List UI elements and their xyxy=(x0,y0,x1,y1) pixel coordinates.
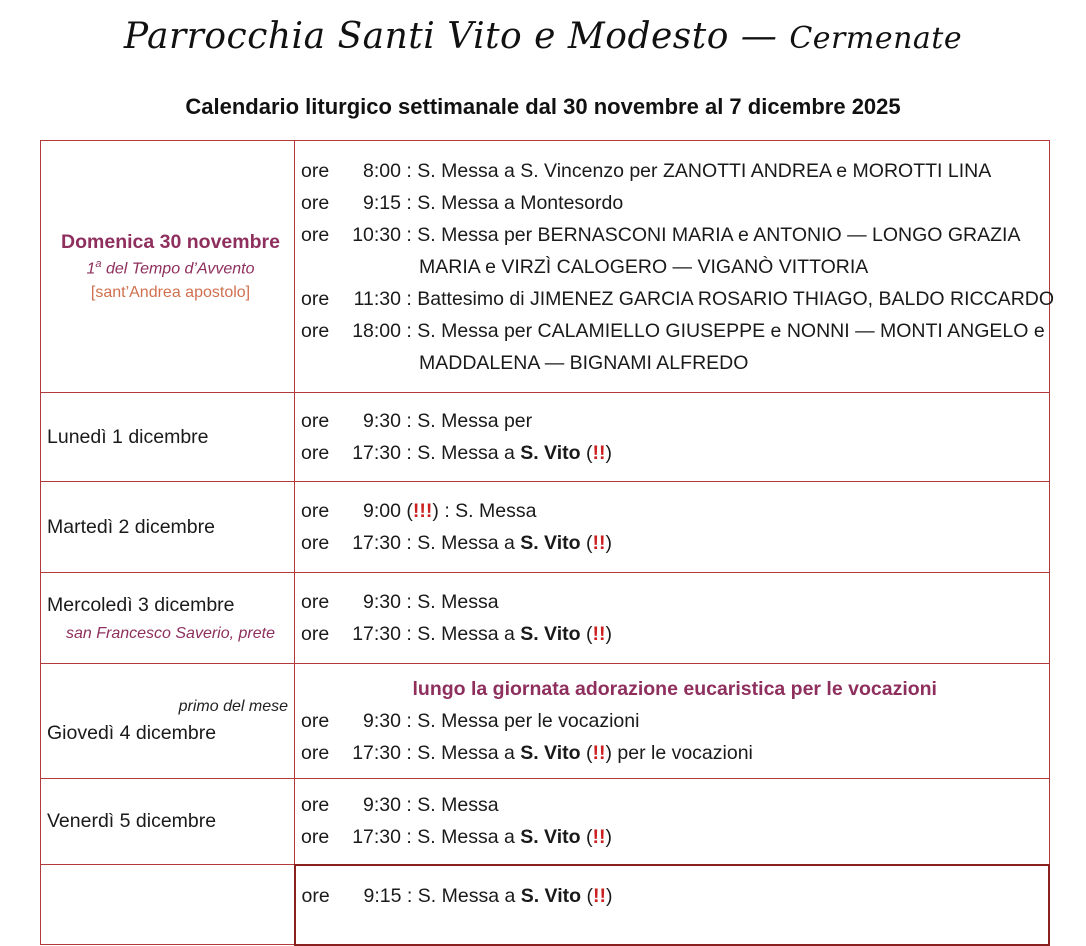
adoration-notice: lungo la giornata adorazione eucaristica per le vocazioni xyxy=(412,678,937,700)
saint-label: [sant’Andrea apostolo] xyxy=(90,284,251,302)
day-cell xyxy=(41,779,295,865)
table-row xyxy=(41,865,1050,945)
schedule-entry: ore 9:30 : S. Messa xyxy=(301,794,499,817)
table-row xyxy=(41,573,1050,664)
calendar-subtitle: Calendario liturgico settimanale dal 30 novembre al 7 dicembre 2025 xyxy=(185,94,901,119)
title-parish: Parrocchia Santi Vito e Modesto xyxy=(123,16,729,57)
first-of-month-note: primo del mese xyxy=(178,697,288,715)
table-row xyxy=(41,664,1050,779)
schedule-cell xyxy=(295,141,1055,393)
schedule-entry-continued: MADDALENA — BIGNAMI ALFREDO xyxy=(419,351,749,374)
table-row xyxy=(41,141,1050,393)
schedule-entry: ore 9:30 : S. Messa per xyxy=(301,410,533,432)
day-label: Mercoledì 3 dicembre xyxy=(47,593,235,616)
schedule-cell xyxy=(295,779,1050,865)
day-label: Martedì 2 dicembre xyxy=(47,515,215,538)
schedule-cell xyxy=(295,393,1050,482)
schedule-entry: ore 17:30 : S. Messa a S. Vito (!!) xyxy=(301,623,612,645)
day-cell xyxy=(41,664,295,779)
schedule-cell xyxy=(295,865,1050,945)
schedule-entry: ore 11:30 : Battesimo di JIMENEZ GARCIA ROSARIO THIAGO, BALDO RICCARDO xyxy=(301,287,1055,310)
schedule-entry: ore 17:30 : S. Messa a S. Vito (!!) xyxy=(301,442,612,464)
page-title xyxy=(0,16,1086,57)
day-label: Lunedì 1 dicembre xyxy=(47,425,209,448)
schedule-cell xyxy=(295,573,1050,664)
schedule-entry-continued: MARIA e VIRZÌ CALOGERO — VIGANÒ VITTORIA xyxy=(419,255,869,278)
schedule-entry: ore 17:30 : S. Messa a S. Vito (!!) xyxy=(301,826,612,849)
saint-label: san Francesco Saverio, prete xyxy=(66,624,275,642)
table-row xyxy=(41,482,1050,573)
day-cell xyxy=(41,141,295,393)
schedule-entry: ore 9:30 : S. Messa xyxy=(301,591,499,613)
day-cell xyxy=(41,482,295,573)
schedule-cell xyxy=(295,482,1050,573)
schedule-entry: ore 17:30 : S. Messa a S. Vito (!!) per le vocazioni xyxy=(301,742,753,764)
table-row xyxy=(41,393,1050,482)
day-cell xyxy=(41,573,295,664)
day-label: Giovedì 4 dicembre xyxy=(47,721,217,744)
day-label: Venerdì 5 dicembre xyxy=(47,810,217,832)
schedule-entry: ore 18:00 : S. Messa per CALAMIELLO GIUSEPPE e NONNI — MONTI ANGELO e xyxy=(301,319,1045,342)
liturgical-season: 1$^a$ del Tempo d’Avvento xyxy=(86,257,255,278)
day-cell xyxy=(41,865,295,945)
schedule-cell xyxy=(295,664,1050,779)
schedule-entry: ore 17:30 : S. Messa a S. Vito (!!) xyxy=(301,532,612,554)
title-location: Cermenate xyxy=(789,21,963,56)
schedule-entry: ore 8:00 : S. Messa a S. Vincenzo per ZANOTTI ANDREA e MOROTTI LINA xyxy=(301,159,992,182)
schedule-entry: ore 10:30 : S. Messa per BERNASCONI MARIA e ANTONIO — LONGO GRAZIA xyxy=(301,223,1021,246)
day-cell xyxy=(41,393,295,482)
day-label: Domenica 30 novembre xyxy=(61,230,280,253)
schedule-entry: ore 9:15 : S. Messa a S. Vito (!!) xyxy=(301,884,613,907)
schedule-entry: ore 9:30 : S. Messa per le vocazioni xyxy=(301,710,640,732)
table-row xyxy=(41,779,1050,865)
calendar-table xyxy=(40,140,1055,946)
title-separator: — xyxy=(728,16,790,57)
schedule-entry: ore 9:00 (!!!) : S. Messa xyxy=(301,500,537,522)
schedule-entry: ore 9:15 : S. Messa a Montesordo xyxy=(301,191,624,214)
